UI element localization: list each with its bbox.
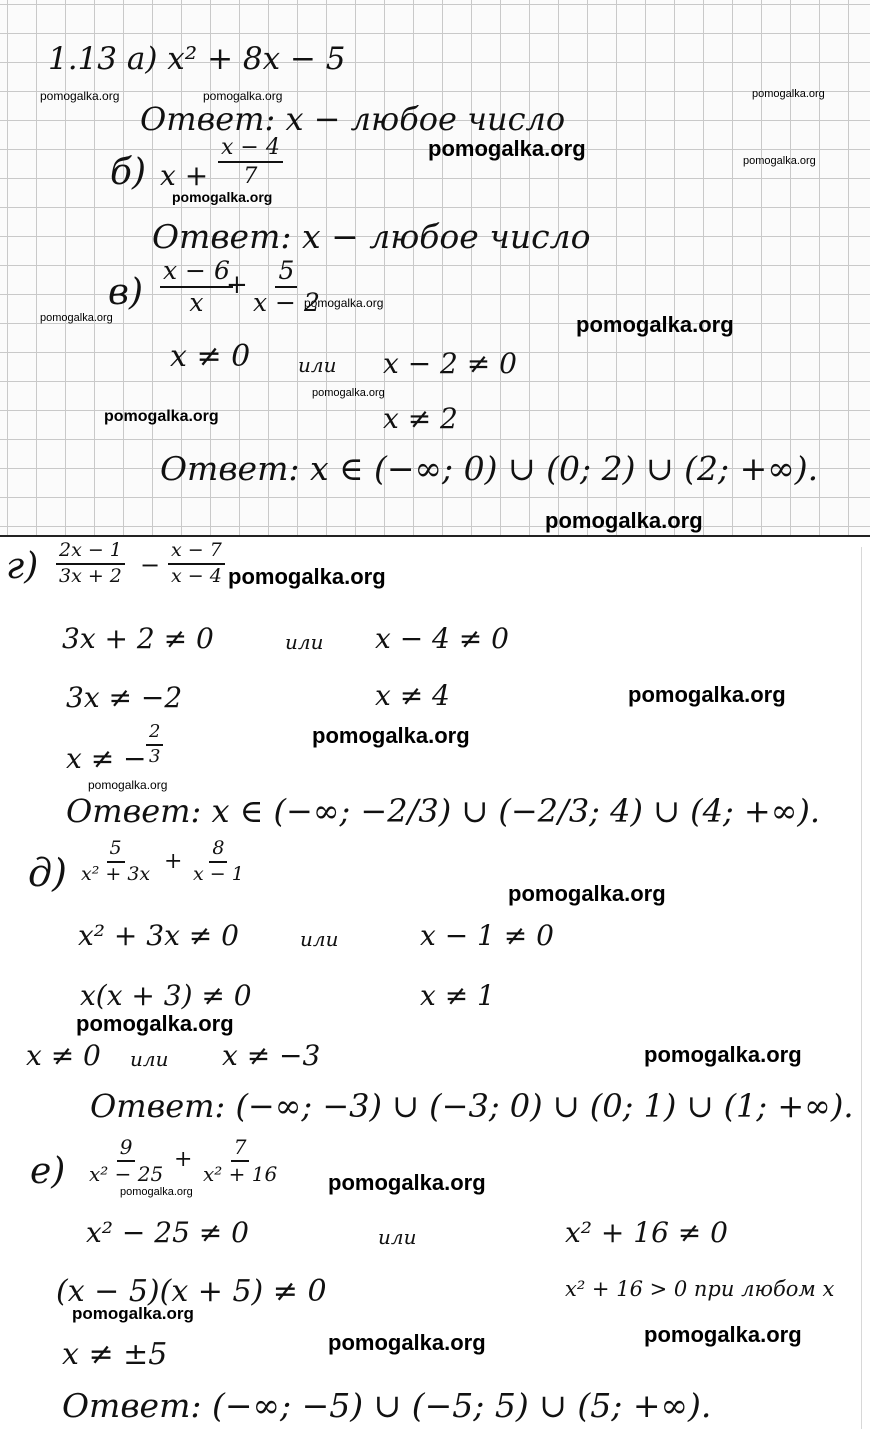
or-word: или bbox=[130, 1047, 169, 1071]
watermark: pomogalka.org bbox=[203, 89, 283, 103]
task-e-fraction-2 bbox=[200, 1137, 280, 1185]
fraction-numerator: 7 bbox=[231, 1137, 250, 1162]
task-v-label: в) bbox=[108, 272, 143, 313]
plus-sign: + bbox=[174, 1147, 193, 1172]
fraction-denominator: x² − 25 bbox=[89, 1162, 164, 1186]
task-g-cond-3: 3x ≠ −2 bbox=[66, 681, 183, 714]
fraction-numerator: 2x − 1 bbox=[56, 541, 125, 565]
task-e-label: е) bbox=[30, 1151, 66, 1192]
watermark: pomogalka.org bbox=[545, 508, 703, 533]
task-d-cond-5: x ≠ 0 bbox=[26, 1039, 101, 1072]
fraction-numerator: 2 bbox=[146, 723, 163, 746]
fraction-numerator: 9 bbox=[117, 1137, 136, 1162]
task-v-cond-1: x ≠ 0 bbox=[170, 339, 251, 374]
bottom-sheet bbox=[0, 535, 870, 1429]
fraction-denominator: 3x + 2 bbox=[59, 564, 122, 587]
task-d-cond-3: x(x + 3) ≠ 0 bbox=[80, 979, 252, 1012]
watermark: pomogalka.org bbox=[228, 564, 386, 589]
task-d-label: д) bbox=[28, 851, 67, 895]
fraction-denominator: x² + 3x bbox=[81, 862, 151, 885]
task-b-expr: x + bbox=[160, 159, 209, 192]
fraction-denominator: x² + 16 bbox=[203, 1162, 278, 1186]
fraction-numerator: 5 bbox=[275, 258, 297, 288]
watermark: pomogalka.org bbox=[40, 312, 113, 324]
watermark: pomogalka.org bbox=[304, 296, 384, 310]
task-g-fraction-1 bbox=[56, 541, 125, 587]
fraction-denominator: x − 1 bbox=[193, 862, 244, 885]
watermark: pomogalka.org bbox=[40, 89, 120, 103]
task-v-fraction-1 bbox=[160, 258, 233, 317]
watermark: pomogalka.org bbox=[644, 1042, 802, 1067]
task-v-answer: Ответ: x ∈ (−∞; 0) ∪ (0; 2) ∪ (2; +∞). bbox=[160, 449, 819, 488]
fraction-numerator: x − 4 bbox=[218, 136, 283, 163]
watermark: pomogalka.org bbox=[104, 408, 219, 425]
task-b-answer: Ответ: x − любое число bbox=[152, 217, 591, 256]
task-e-cond-1: x² − 25 ≠ 0 bbox=[86, 1216, 249, 1249]
task-e-cond-5: x ≠ ±5 bbox=[62, 1337, 168, 1372]
or-word: или bbox=[378, 1225, 417, 1249]
task-b-fraction bbox=[218, 136, 283, 188]
task-a-answer: Ответ: x − любое число bbox=[140, 100, 566, 138]
plus-sign: + bbox=[164, 849, 183, 874]
task-d-cond-6: x ≠ −3 bbox=[222, 1039, 321, 1072]
watermark: pomogalka.org bbox=[628, 682, 786, 707]
or-word: или bbox=[298, 353, 337, 377]
task-e-cond-2: x² + 16 ≠ 0 bbox=[565, 1216, 728, 1249]
task-d-cond-4: x ≠ 1 bbox=[420, 979, 495, 1012]
fraction-denominator: 7 bbox=[243, 164, 258, 190]
fraction-denominator: x bbox=[189, 288, 204, 318]
or-word: или bbox=[285, 630, 324, 654]
task-b-label: б) bbox=[110, 152, 147, 193]
task-e-fraction-1 bbox=[86, 1137, 166, 1185]
fraction-numerator: 5 bbox=[107, 839, 125, 863]
top-sheet bbox=[0, 0, 870, 535]
task-g-cond-1: 3x + 2 ≠ 0 bbox=[62, 622, 214, 655]
fraction-numerator: 8 bbox=[209, 839, 227, 863]
task-e-cond-4: x² + 16 > 0 при любом x bbox=[565, 1277, 835, 1301]
task-v-cond-3: x ≠ 2 bbox=[383, 402, 458, 435]
task-d-cond-1: x² + 3x ≠ 0 bbox=[78, 919, 239, 952]
watermark: pomogalka.org bbox=[172, 189, 273, 205]
task-g-cond-5-fraction bbox=[146, 723, 163, 767]
watermark: pomogalka.org bbox=[312, 723, 470, 748]
task-g-cond-5: x ≠ − bbox=[66, 742, 147, 775]
watermark: pomogalka.org bbox=[428, 136, 586, 161]
or-word: или bbox=[300, 927, 339, 951]
task-d-answer: Ответ: (−∞; −3) ∪ (−3; 0) ∪ (0; 1) ∪ (1; +∞). bbox=[90, 1087, 854, 1125]
watermark: pomogalka.org bbox=[752, 88, 825, 100]
task-g-answer: Ответ: x ∈ (−∞; −2/3) ∪ (−2/3; 4) ∪ (4; +∞). bbox=[66, 792, 821, 830]
fraction-denominator: x − 4 bbox=[171, 564, 222, 587]
minus-sign: − bbox=[140, 551, 161, 579]
task-e-answer: Ответ: (−∞; −5) ∪ (−5; 5) ∪ (5; +∞). bbox=[62, 1386, 712, 1425]
watermark: pomogalka.org bbox=[88, 778, 168, 792]
task-d-fraction-2 bbox=[190, 839, 247, 885]
task-e-cond-3: (x − 5)(x + 5) ≠ 0 bbox=[56, 1274, 327, 1309]
plus-sign: + bbox=[226, 270, 248, 300]
watermark: pomogalka.org bbox=[576, 312, 734, 337]
watermark: pomogalka.org bbox=[328, 1330, 486, 1355]
watermark: pomogalka.org bbox=[743, 155, 816, 167]
task-d-cond-2: x − 1 ≠ 0 bbox=[420, 919, 554, 952]
fraction-denominator: 3 bbox=[149, 745, 161, 767]
watermark: pomogalka.org bbox=[120, 1186, 193, 1198]
task-d-fraction-1 bbox=[78, 839, 153, 885]
fraction-denominator: x − 2 bbox=[253, 288, 320, 318]
task-g-fraction-2 bbox=[168, 541, 225, 587]
watermark: pomogalka.org bbox=[644, 1322, 802, 1347]
fraction-numerator: x − 6 bbox=[160, 258, 233, 288]
task-a-line: 1.13 а) x² + 8x − 5 bbox=[48, 41, 346, 77]
task-g-cond-2: x − 4 ≠ 0 bbox=[375, 622, 509, 655]
watermark: pomogalka.org bbox=[72, 1304, 194, 1323]
task-g-cond-4: x ≠ 4 bbox=[375, 679, 450, 712]
task-v-cond-2: x − 2 ≠ 0 bbox=[383, 347, 517, 380]
task-g-label: г) bbox=[6, 546, 39, 587]
watermark: pomogalka.org bbox=[328, 1170, 486, 1195]
watermark: pomogalka.org bbox=[76, 1011, 234, 1036]
fraction-numerator: x − 7 bbox=[168, 541, 225, 565]
watermark: pomogalka.org bbox=[508, 881, 666, 906]
watermark: pomogalka.org bbox=[312, 387, 385, 399]
